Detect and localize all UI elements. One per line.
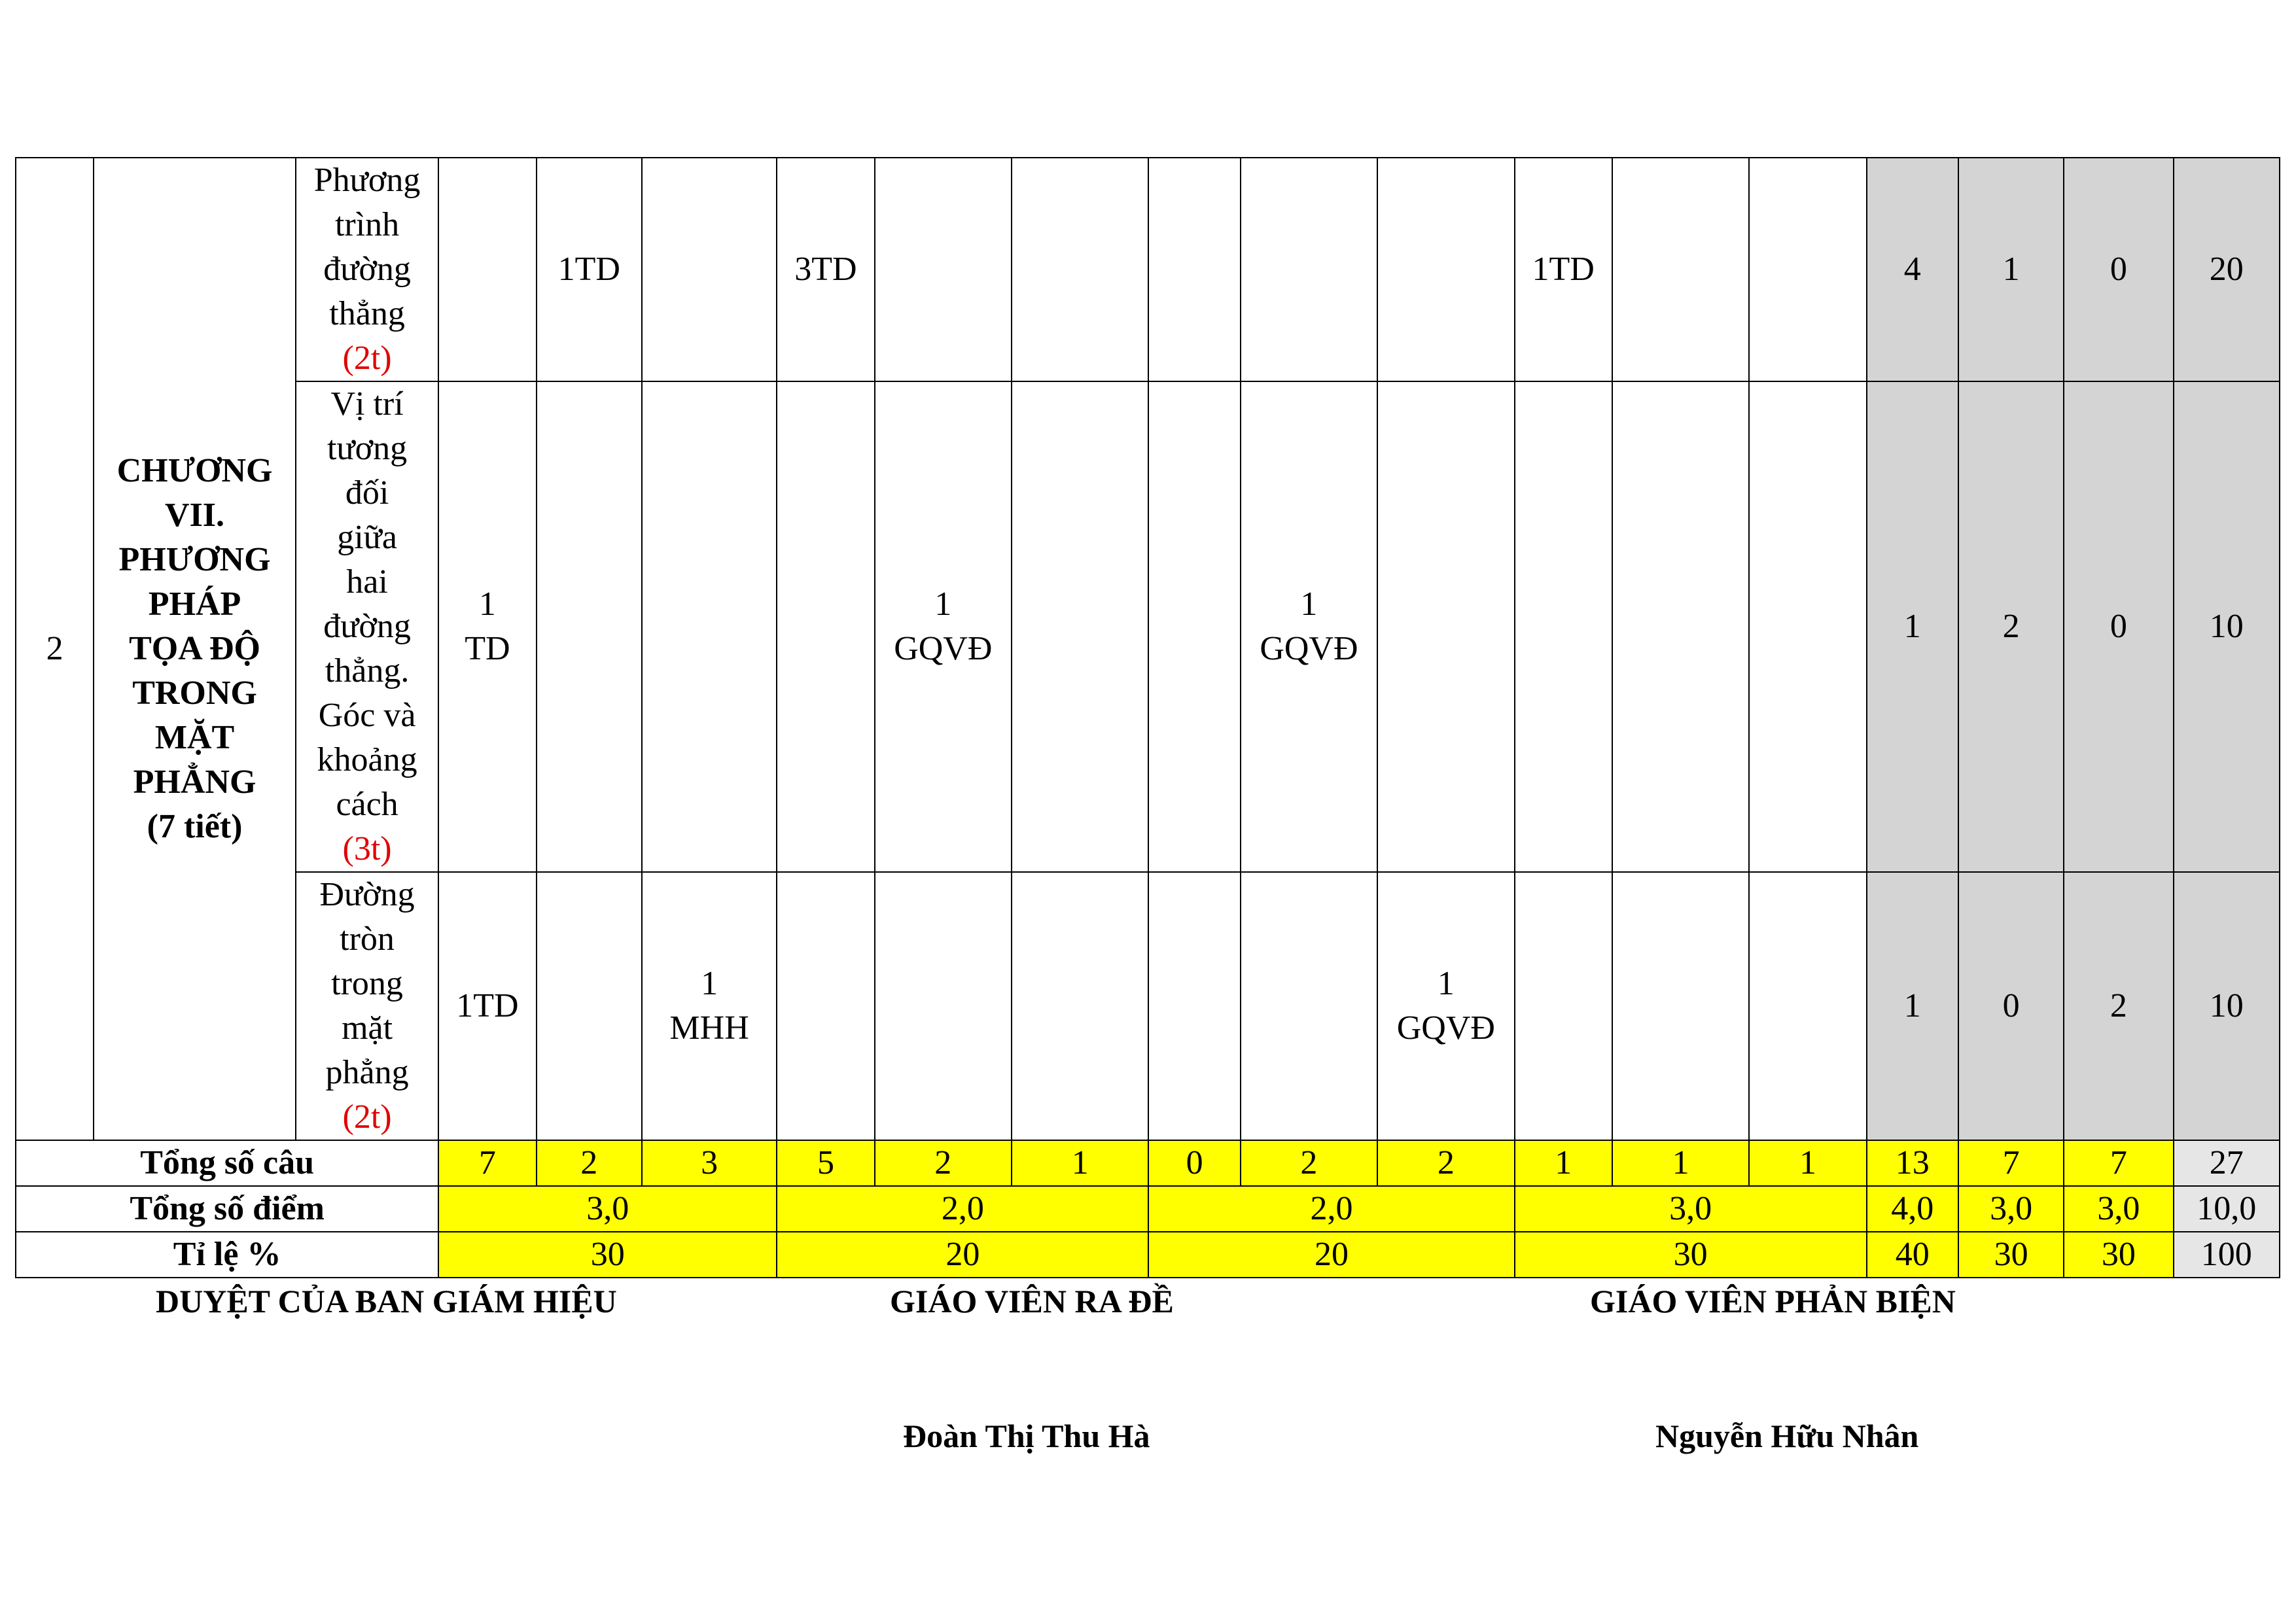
level-cell: 1TD [537, 158, 642, 381]
level-cell-line: GQVĐ [1396, 1009, 1495, 1047]
level-cell [1241, 381, 1377, 872]
topic-periods: (3t) [342, 830, 392, 867]
question-count-cell: 2 [1241, 1140, 1377, 1186]
level-cell-line: TD [465, 630, 510, 667]
type-total-cell: 30 [2064, 1232, 2173, 1278]
summary-row-percent [16, 1232, 2280, 1278]
topic-total-cell: 0 [1958, 872, 2064, 1140]
summary-label: Tỉ lệ % [16, 1232, 438, 1278]
level-group-cell: 2,0 [777, 1186, 1148, 1232]
level-group-cell: 30 [438, 1232, 777, 1278]
topic-line: Vị trí [330, 385, 404, 423]
level-cell [537, 872, 642, 1140]
reviewer-name: Nguyễn Hữu Nhân [1655, 1418, 1919, 1454]
level-cell [1749, 158, 1866, 381]
topic-line: giữa [337, 519, 397, 556]
topic-total-cell: 1 [1867, 381, 1958, 872]
chapter-title-line: (7 tiết) [147, 808, 243, 845]
level-cell-line: 1 [1437, 965, 1455, 1002]
level-cell [1612, 872, 1749, 1140]
level-cell [642, 381, 777, 872]
level-group-cell: 20 [777, 1232, 1148, 1278]
level-cell [1377, 872, 1514, 1140]
chapter-title [94, 158, 296, 1140]
grand-total-cell: 100 [2174, 1232, 2280, 1278]
question-total-cell: 13 [1867, 1140, 1958, 1186]
type-total-cell: 3,0 [1958, 1186, 2064, 1232]
level-cell-line: GQVĐ [894, 630, 993, 667]
summary-label: Tổng số điểm [16, 1186, 438, 1232]
summary-row-questions [16, 1140, 2280, 1186]
level-cell: 1TD [438, 872, 536, 1140]
type-total-cell: 40 [1867, 1232, 1958, 1278]
topic-line: tròn [340, 920, 395, 958]
question-count-cell: 1 [1012, 1140, 1148, 1186]
topic-line: phẳng [325, 1054, 409, 1091]
level-cell [1241, 872, 1377, 1140]
level-cell-line: 1 [1300, 585, 1318, 623]
chapter-title-line: CHƯƠNG [116, 452, 273, 489]
author-title: GIÁO VIÊN RA ĐỀ [890, 1283, 1174, 1319]
chapter-title-line: TỌA ĐỘ [129, 630, 260, 667]
summary-row-points [16, 1186, 2280, 1232]
topic-line: khoảng [317, 741, 417, 778]
level-cell [1148, 381, 1240, 872]
topic-line: hai [346, 563, 388, 601]
board-approval-title: DUYỆT CỦA BAN GIÁM HIỆU [156, 1283, 617, 1319]
topic-line: đường [323, 251, 411, 288]
type-total-cell: 4,0 [1867, 1186, 1958, 1232]
topic-line: trình [334, 206, 400, 243]
topic-line: đường [323, 608, 411, 645]
topic-cell [296, 381, 438, 872]
chapter-title-line: MẶT [154, 719, 235, 756]
level-cell [537, 381, 642, 872]
level-cell [777, 872, 874, 1140]
question-total-cell: 7 [1958, 1140, 2064, 1186]
topic-total-cell: 1 [1958, 158, 2064, 381]
level-cell [875, 158, 1012, 381]
level-cell-line: 1 [701, 965, 718, 1002]
section-number: 2 [16, 158, 94, 1140]
assessment-matrix-table [15, 157, 2280, 1278]
table-row [16, 872, 2280, 1140]
level-cell-line: MHH [669, 1009, 749, 1047]
question-count-cell: 1 [1749, 1140, 1866, 1186]
level-cell [1012, 872, 1148, 1140]
topic-total-cell: 0 [2064, 381, 2173, 872]
level-cell: 3TD [777, 158, 874, 381]
level-cell [777, 381, 874, 872]
topic-line: thẳng [329, 295, 405, 332]
topic-cell [296, 872, 438, 1140]
level-group-cell: 30 [1515, 1232, 1867, 1278]
question-count-cell: 1 [1612, 1140, 1749, 1186]
question-count-cell: 2 [537, 1140, 642, 1186]
reviewer-title: GIÁO VIÊN PHẢN BIỆN [1590, 1283, 1956, 1319]
level-cell [642, 158, 777, 381]
author-name: Đoàn Thị Thu Hà [903, 1418, 1150, 1454]
level-cell [642, 872, 777, 1140]
level-group-cell: 3,0 [438, 1186, 777, 1232]
topic-line: trong [331, 965, 403, 1002]
chapter-title-line: TRONG [132, 674, 257, 712]
level-cell [1012, 381, 1148, 872]
level-cell [875, 872, 1012, 1140]
level-cell [438, 381, 536, 872]
level-group-cell: 20 [1148, 1232, 1514, 1278]
question-count-cell: 3 [642, 1140, 777, 1186]
level-cell [1515, 872, 1612, 1140]
question-count-cell: 1 [1515, 1140, 1612, 1186]
level-cell [1612, 158, 1749, 381]
level-group-cell: 2,0 [1148, 1186, 1514, 1232]
level-cell-line: 1 [934, 585, 952, 623]
question-total-cell: 7 [2064, 1140, 2173, 1186]
topic-line: mặt [342, 1009, 393, 1047]
question-grand-total: 27 [2174, 1140, 2280, 1186]
topic-total-cell: 20 [2174, 158, 2280, 381]
topic-line: cách [336, 786, 398, 823]
topic-total-cell: 0 [2064, 158, 2173, 381]
level-cell [875, 381, 1012, 872]
type-total-cell: 3,0 [2064, 1186, 2173, 1232]
question-count-cell: 2 [875, 1140, 1012, 1186]
level-cell [1377, 158, 1514, 381]
topic-line: thẳng. [325, 652, 410, 689]
grand-total-cell: 10,0 [2174, 1186, 2280, 1232]
topic-cell [296, 158, 438, 381]
question-count-cell: 0 [1148, 1140, 1240, 1186]
level-cell [1749, 872, 1866, 1140]
question-count-cell: 7 [438, 1140, 536, 1186]
chapter-title-line: PHƯƠNG [118, 541, 271, 578]
topic-periods: (2t) [342, 1098, 392, 1136]
level-cell [1148, 872, 1240, 1140]
level-cell [1515, 381, 1612, 872]
topic-total-cell: 10 [2174, 381, 2280, 872]
question-count-cell: 5 [777, 1140, 874, 1186]
level-cell [1148, 158, 1240, 381]
topic-line: tương [327, 430, 408, 467]
level-cell [1377, 381, 1514, 872]
level-group-cell: 3,0 [1515, 1186, 1867, 1232]
type-total-cell: 30 [1958, 1232, 2064, 1278]
topic-line: đối [345, 474, 389, 512]
table-row [16, 381, 2280, 872]
topic-total-cell: 2 [2064, 872, 2173, 1140]
topic-total-cell: 1 [1867, 872, 1958, 1140]
topic-line: Góc và [318, 697, 416, 734]
topic-total-cell: 2 [1958, 381, 2064, 872]
table-row [16, 158, 2280, 381]
summary-label: Tổng số câu [16, 1140, 438, 1186]
level-cell: 1TD [1515, 158, 1612, 381]
topic-periods: (2t) [342, 340, 392, 377]
level-cell-line: 1 [478, 585, 496, 623]
level-cell [1012, 158, 1148, 381]
level-cell-line: GQVĐ [1260, 630, 1358, 667]
topic-total-cell: 4 [1867, 158, 1958, 381]
level-cell [1749, 381, 1866, 872]
question-count-cell: 2 [1377, 1140, 1514, 1186]
level-cell [438, 158, 536, 381]
level-cell [1612, 381, 1749, 872]
chapter-title-line: VII. [165, 497, 225, 534]
topic-total-cell: 10 [2174, 872, 2280, 1140]
topic-line: Đường [319, 876, 415, 913]
chapter-title-line: PHẲNG [133, 763, 256, 801]
level-cell [1241, 158, 1377, 381]
topic-line: Phương [313, 162, 421, 199]
chapter-title-line: PHÁP [148, 585, 241, 623]
